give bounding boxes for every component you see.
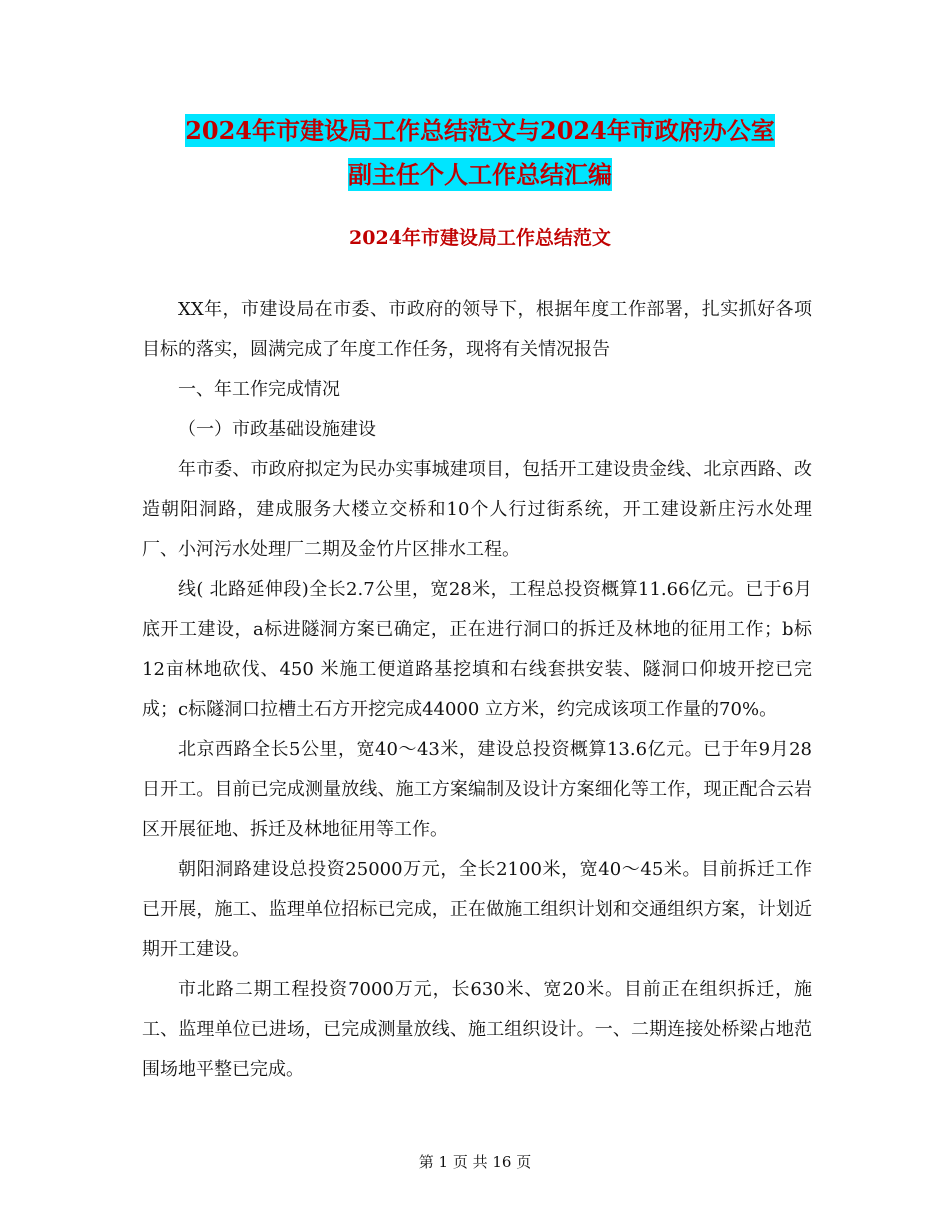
- section-title: 2024年市建设局工作总结范文: [349, 227, 611, 249]
- subheading-infrastructure: （一）市政基础设施建设: [178, 419, 376, 440]
- paragraph-chaoyangdong-road: 朝阳洞路建设总投资25000万元，全长2100米，宽40～45米。目前拆迁工作已开展，施工、监理单位招标已完成，正在做施工组织计划和交通组织方案，计划近期开工建设。: [142, 859, 812, 960]
- paragraph-beijing-west-road: 北京西路全长5公里，宽40～43米，建设总投资概算13.6亿元。已于年9月28日开工。目前已完成测量放线、施工方案编制及设计方案细化等工作，现正配合云岩区开展征地、拆迁及林地征用等工作。: [142, 739, 812, 840]
- title-highlight: 副主任个人工作总结汇编: [348, 160, 612, 189]
- paragraph-line-extension: 线( 北路延伸段)全长2.7公里，宽28米，工程总投资概算11.66亿元。已于6月底开工建设，a标进隧洞方案已确定，正在进行洞口的拆迁及林地的征用工作；b标12亩林地砍伐、450 米施工便道路基挖填和右线套拱安装、隧洞口仰坡开挖已完成；c标隧洞口拉槽土石方开挖完成44000 立方米，约完成该项工作量的70%。: [142, 579, 812, 720]
- paragraph-intro: XX年，市建设局在市委、市政府的领导下，根据年度工作部署，扎实抓好各项目标的落实，圆满完成了年度工作任务，现将有关情况报告: [142, 299, 812, 360]
- title-highlight: 2024年市建设局工作总结范文与2024年市政府办公室: [185, 116, 775, 145]
- document-title-line-1: [140, 108, 820, 154]
- heading-annual-work: 一、年工作完成情况: [178, 379, 340, 400]
- paragraph-shibei-road: 市北路二期工程投资7000万元，长630米、宽20米。目前正在组织拆迁，施工、监理单位已进场，已完成测量放线、施工组织设计。一、二期连接处桥梁占地范围场地平整已完成。: [142, 979, 812, 1080]
- document-title-line-2: [140, 152, 820, 198]
- paragraph-projects: 年市委、市政府拟定为民办实事城建项目，包括开工建设贵金线、北京西路、改造朝阳洞路，建成服务大楼立交桥和10个人行过街系统，开工建设新庄污水处理厂、小河污水处理厂二期及金竹片区排水工程。: [142, 459, 812, 560]
- document-body: [142, 290, 812, 1090]
- page-footer: 第 1 页 共 16 页: [418, 1153, 532, 1171]
